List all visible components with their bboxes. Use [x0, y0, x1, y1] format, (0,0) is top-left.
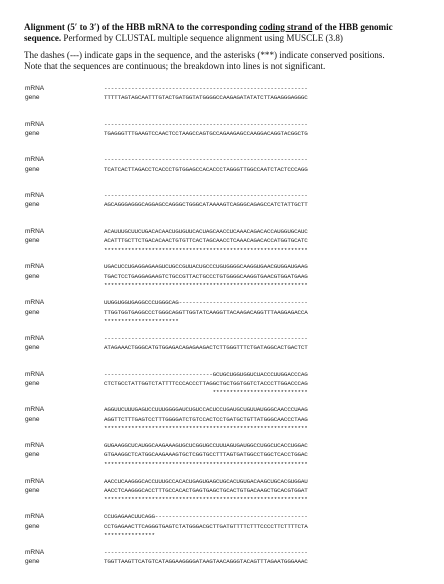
gene-row — [24, 93, 434, 102]
mrna-label: mRNA — [25, 441, 45, 449]
alignment-block — [24, 477, 434, 513]
mrna-label: mRNA — [25, 192, 45, 200]
conservation-row — [24, 138, 434, 147]
conservation-markers: ************************************************************ — [104, 246, 308, 254]
mrna-row — [24, 120, 434, 129]
gene-sequence: TTTTTAGTAGCAATTTGTACTGATGGTATGGGGCCAAGAGATATATCTTAGAGGGAGGGC — [104, 94, 308, 102]
mrna-label: mRNA — [25, 548, 45, 556]
gene-sequence: AGGTTCTTTGAGTCCTTTGGGGATCTGTCCACTCCTGATGCTGTTATGGGCAACCCTAAG — [104, 415, 308, 423]
mrna-row — [24, 298, 434, 307]
mrna-row — [24, 155, 434, 164]
mrna-row — [24, 405, 434, 414]
alignment-block — [24, 298, 434, 334]
mrna-label: mRNA — [25, 120, 45, 128]
mrna-row — [24, 227, 434, 236]
mrna-row — [24, 370, 434, 379]
mrna-sequence: ------------------------------------------------------------ — [104, 334, 308, 342]
mrna-sequence: ------------------------------------------------------------ — [104, 548, 308, 556]
gene-row — [24, 522, 434, 531]
alignment-block — [24, 155, 434, 191]
conservation-row — [24, 388, 434, 397]
alignment-block — [24, 370, 434, 406]
mrna-row — [24, 477, 434, 486]
alignment-block — [24, 262, 434, 298]
mrna-sequence: --------------------------------GCUGCUGGUGGUCUACCCUUGGACCCAG — [104, 370, 308, 378]
gene-row — [24, 308, 434, 317]
alignment-block — [24, 405, 434, 441]
gene-label: gene — [25, 451, 40, 459]
mrna-label: mRNA — [25, 156, 45, 164]
conservation-markers: **************************** — [104, 389, 308, 397]
gene-sequence: TGACTCCTGAGGAGAAGTCTGCCGTTACTGCCCTGTGGGGCAAGGTGAACGTGGATGAAG — [104, 272, 308, 280]
figure-caption — [24, 22, 424, 43]
gene-label: gene — [25, 415, 40, 423]
alignment-block — [24, 120, 434, 156]
mrna-sequence: GUGAAGGCUCAUGGCAAGAAAGUGCUCGGUGCCUUUAGUGAUGGCCUGGCUCACCUGGAC — [104, 441, 308, 449]
gene-row — [24, 129, 434, 138]
conservation-row — [24, 103, 434, 112]
conservation-markers: ********************** — [104, 317, 179, 325]
gene-sequence: TCATCACTTAGACCTCACCCTGTGGAGCCACACCCTAGGGTTGGCCAATCTACTCCCAGG — [104, 165, 308, 173]
conservation-row — [24, 210, 434, 219]
mrna-label: mRNA — [25, 299, 45, 307]
note-line-2: Note that the sequences are continuous; the breakdown into lines is not significant. — [24, 60, 326, 71]
gene-sequence: GTGAAGGCTCATGGCAAGAAAGTGCTCGGTGCCTTTAGTGATGGCCTGGCTCACCTGGAC — [104, 451, 308, 459]
mrna-label: mRNA — [25, 334, 45, 342]
conservation-row — [24, 174, 434, 183]
mrna-row — [24, 334, 434, 343]
alignment-block — [24, 191, 434, 227]
gene-label: gene — [25, 486, 40, 494]
gene-label: gene — [25, 201, 40, 209]
mrna-row — [24, 441, 434, 450]
mrna-row — [24, 548, 434, 557]
gene-row — [24, 557, 434, 566]
gene-row — [24, 236, 434, 245]
conservation-row — [24, 246, 434, 255]
mrna-sequence: AACCUCAAGGGCACCUUUGCCACACUGAGUGAGCUGCACUGUGACAAGCUGCACGUGGAU — [104, 477, 308, 485]
mrna-sequence: AGGUUCUUUGAGUCCUUUGGGGAUCUGUCCACUCCUGAUGCUGUUAUGGGCAACCCUAAG — [104, 406, 308, 414]
gene-row — [24, 165, 434, 174]
caption-method: Performed by CLUSTAL multiple sequence alignment using MUSCLE (3.8) — [61, 32, 343, 43]
gene-label: gene — [25, 130, 40, 138]
mrna-row — [24, 191, 434, 200]
document-header — [24, 22, 424, 71]
mrna-sequence: UUGGUGGUGAGGCCCUGGGCAG-------------------------------------- — [104, 299, 308, 307]
caption-underlined-term: coding strand — [259, 22, 313, 32]
gene-sequence: AACCTCAAGGGCACCTTTGCCACACTGAGTGAGCTGCACTGTGACAAGCTGCACGTGGAT — [104, 486, 308, 494]
gene-label: gene — [25, 558, 40, 566]
conservation-row — [24, 531, 434, 540]
mrna-label: mRNA — [25, 513, 45, 521]
mrna-label: mRNA — [25, 85, 45, 92]
conservation-markers: ************************************************************ — [104, 424, 308, 432]
gene-sequence: CTCTGCCTATTGGTCTATTTTCCCACCCTTAGGCTGCTGGTGGTCTACCCTTGGACCCAG — [104, 379, 308, 387]
mrna-sequence: ------------------------------------------------------------ — [104, 156, 308, 164]
gene-sequence: AGCAGGGAGGGCAGGAGCCAGGGCTGGGCATAAAAGTCAGGGCAGAGCCATCTATTGCTT — [104, 201, 308, 209]
alignment-block — [24, 441, 434, 477]
gene-label: gene — [25, 379, 40, 387]
alignment-blocks — [24, 84, 434, 584]
conservation-markers: *************** — [104, 532, 155, 540]
gene-label: gene — [25, 522, 40, 530]
gene-label: gene — [25, 237, 40, 245]
conservation-row — [24, 317, 434, 326]
alignment-block — [24, 512, 434, 548]
conservation-row — [24, 567, 434, 576]
gene-sequence: CCTGAGAACTTCAGGGTGAGTCTATGGGACGCTTGATGTTTTCTTTCCCCTTCTTTTCTA — [104, 522, 308, 530]
gene-sequence: TGGTTAAGTTCATGTCATAGGAAGGGGATAAGTAACAGGGTACAGTTTAGAATGGGAAAC — [104, 558, 308, 566]
mrna-row — [24, 84, 434, 93]
caption-bold-part-2: of the HBB genomic sequence. — [24, 22, 393, 43]
conservation-row — [24, 281, 434, 290]
conservation-row — [24, 460, 434, 469]
caption-note — [24, 50, 424, 71]
mrna-row — [24, 262, 434, 271]
gene-label: gene — [25, 165, 40, 173]
mrna-label: mRNA — [25, 477, 45, 485]
conservation-markers: ************************************************************ — [104, 496, 308, 504]
mrna-sequence: ------------------------------------------------------------ — [104, 85, 308, 92]
mrna-sequence: CCUGAGAACUUCAGG--------------------------------------------- — [104, 513, 308, 521]
caption-bold-part-1: Alignment (5′ to 3′) of the HBB mRNA to the corresponding — [24, 22, 260, 32]
alignment-block — [24, 548, 434, 584]
gene-label: gene — [25, 272, 40, 280]
conservation-row — [24, 353, 434, 362]
gene-row — [24, 450, 434, 459]
mrna-sequence: ACAUUUGCUUCUGACACAACUGUGUUCACUAGCAACCUCAAACAGACACCAUGGUGCAUC — [104, 227, 308, 235]
mrna-sequence: ------------------------------------------------------------ — [104, 120, 308, 128]
conservation-markers: ************************************************************ — [104, 460, 308, 468]
alignment-block — [24, 227, 434, 263]
note-line-1: The dashes (---) indicate gaps in the sequence, and the asterisks (***) indicate conserved positions. — [24, 50, 385, 61]
mrna-label: mRNA — [25, 370, 45, 378]
gene-row — [24, 343, 434, 352]
conservation-markers: ************************************************************ — [104, 282, 308, 290]
gene-row — [24, 200, 434, 209]
gene-row — [24, 415, 434, 424]
mrna-label: mRNA — [25, 227, 45, 235]
gene-row — [24, 272, 434, 281]
mrna-sequence: ------------------------------------------------------------ — [104, 192, 308, 200]
gene-label: gene — [25, 308, 40, 316]
gene-row — [24, 379, 434, 388]
alignment-block — [24, 84, 434, 120]
mrna-row — [24, 512, 434, 521]
conservation-row — [24, 495, 434, 504]
gene-label: gene — [25, 94, 40, 102]
alignment-block — [24, 334, 434, 370]
gene-sequence: TGAGGGTTTGAAGTCCAACTCCTAAGCCAGTGCCAGAAGAGCCAAGGACAGGTACGGCTG — [104, 130, 308, 138]
conservation-row — [24, 424, 434, 433]
gene-sequence: TTGGTGGTGAGGCCCTGGGCAGGTTGGTATCAAGGTTACAAGACAGGTTTAAGGAGACCA — [104, 308, 308, 316]
mrna-label: mRNA — [25, 263, 45, 271]
gene-sequence: ATAGAAACTGGGCATGTGGAGACAGAGAAGACTCTTGGGTTTCTGATAGGCACTGACTCT — [104, 344, 308, 352]
mrna-label: mRNA — [25, 406, 45, 414]
mrna-sequence: UGACUCCUGAGGAGAAGUCUGCCGUUACUGCCCUGUGGGGCAAGGUGAACGUGGAUGAAG — [104, 263, 308, 271]
gene-label: gene — [25, 344, 40, 352]
gene-row — [24, 486, 434, 495]
gene-sequence: ACATTTGCTTCTGACACAACTGTGTTCACTAGCAACCTCAAACAGACACCATGGTGCATC — [104, 237, 308, 245]
